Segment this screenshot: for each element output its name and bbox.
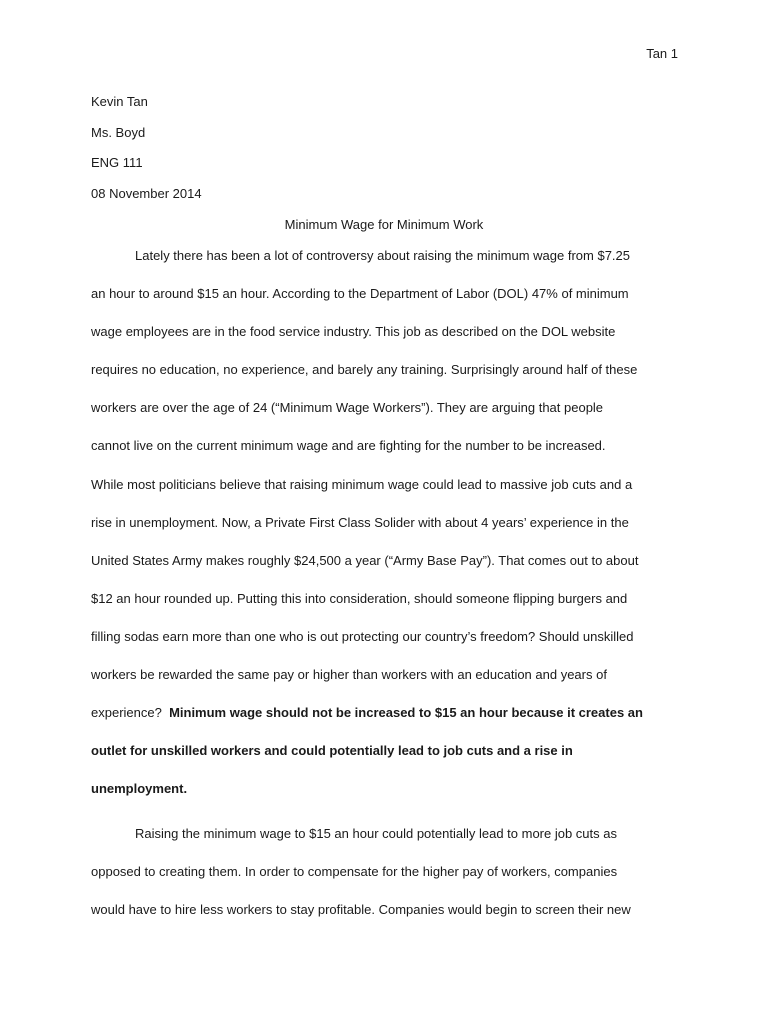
line-plain-text: experience? bbox=[91, 705, 170, 721]
running-head: Tan 1 bbox=[646, 46, 678, 61]
paragraph-line: rise in unemployment. Now, a Private First Class Solider with about 4 years’ experience in the bbox=[91, 514, 629, 530]
paragraph-line: requires no education, no experience, and barely any training. Surprisingly around half of these bbox=[91, 362, 638, 378]
paragraph-line: wage employees are in the food service industry. This job as described on the DOL website bbox=[91, 324, 616, 340]
paragraph-line: Raising the minimum wage to $15 an hour could potentially lead to more job cuts as bbox=[135, 826, 617, 841]
thesis-statement-line: unemployment. bbox=[91, 781, 188, 797]
paragraph-1 bbox=[91, 248, 681, 819]
paragraph-line: an hour to around $15 an hour. According to the Department of Labor (DOL) 47% of minimum bbox=[91, 286, 629, 302]
paragraph-line: would have to hire less workers to stay profitable. Companies would begin to screen their new bbox=[91, 902, 631, 918]
paragraph-line: cannot live on the current minimum wage and are fighting for the number to be increased. bbox=[91, 438, 606, 454]
mla-header bbox=[91, 94, 681, 216]
paragraph-line: opposed to creating them. In order to compensate for the higher pay of workers, companies bbox=[91, 864, 618, 880]
thesis-statement-line: outlet for unskilled workers and could potentially lead to job cuts and a rise in bbox=[91, 743, 573, 759]
paragraph-line: $12 an hour rounded up. Putting this into consideration, should someone flipping burgers and bbox=[91, 590, 628, 606]
paragraph-line: workers are over the age of 24 (“Minimum Wage Workers”). They are arguing that people bbox=[91, 400, 604, 416]
author-name: Kevin Tan bbox=[91, 94, 148, 109]
paragraph-2 bbox=[91, 826, 681, 940]
instructor-name: Ms. Boyd bbox=[91, 124, 146, 140]
thesis-start-line bbox=[91, 705, 681, 743]
paragraph-line: Lately there has been a lot of controversy about raising the minimum wage from $7.25 bbox=[135, 248, 630, 263]
paragraph-line: workers be rewarded the same pay or higher than workers with an education and years of bbox=[91, 667, 607, 683]
course-name: ENG 111 bbox=[91, 155, 143, 171]
essay-date: 08 November 2014 bbox=[91, 185, 202, 201]
paragraph-line: filling sodas earn more than one who is out protecting our country’s freedom? Should unskilled bbox=[91, 628, 634, 644]
essay-title: Minimum Wage for Minimum Work bbox=[284, 217, 484, 232]
paragraph-line: While most politicians believe that raising minimum wage could lead to massive job cuts and a bbox=[91, 476, 633, 492]
thesis-statement-start: Minimum wage should not be increased to $15 an hour because it creates an bbox=[169, 705, 643, 721]
paragraph-line: United States Army makes roughly $24,500 a year (“Army Base Pay”). That comes out to about bbox=[91, 552, 639, 568]
